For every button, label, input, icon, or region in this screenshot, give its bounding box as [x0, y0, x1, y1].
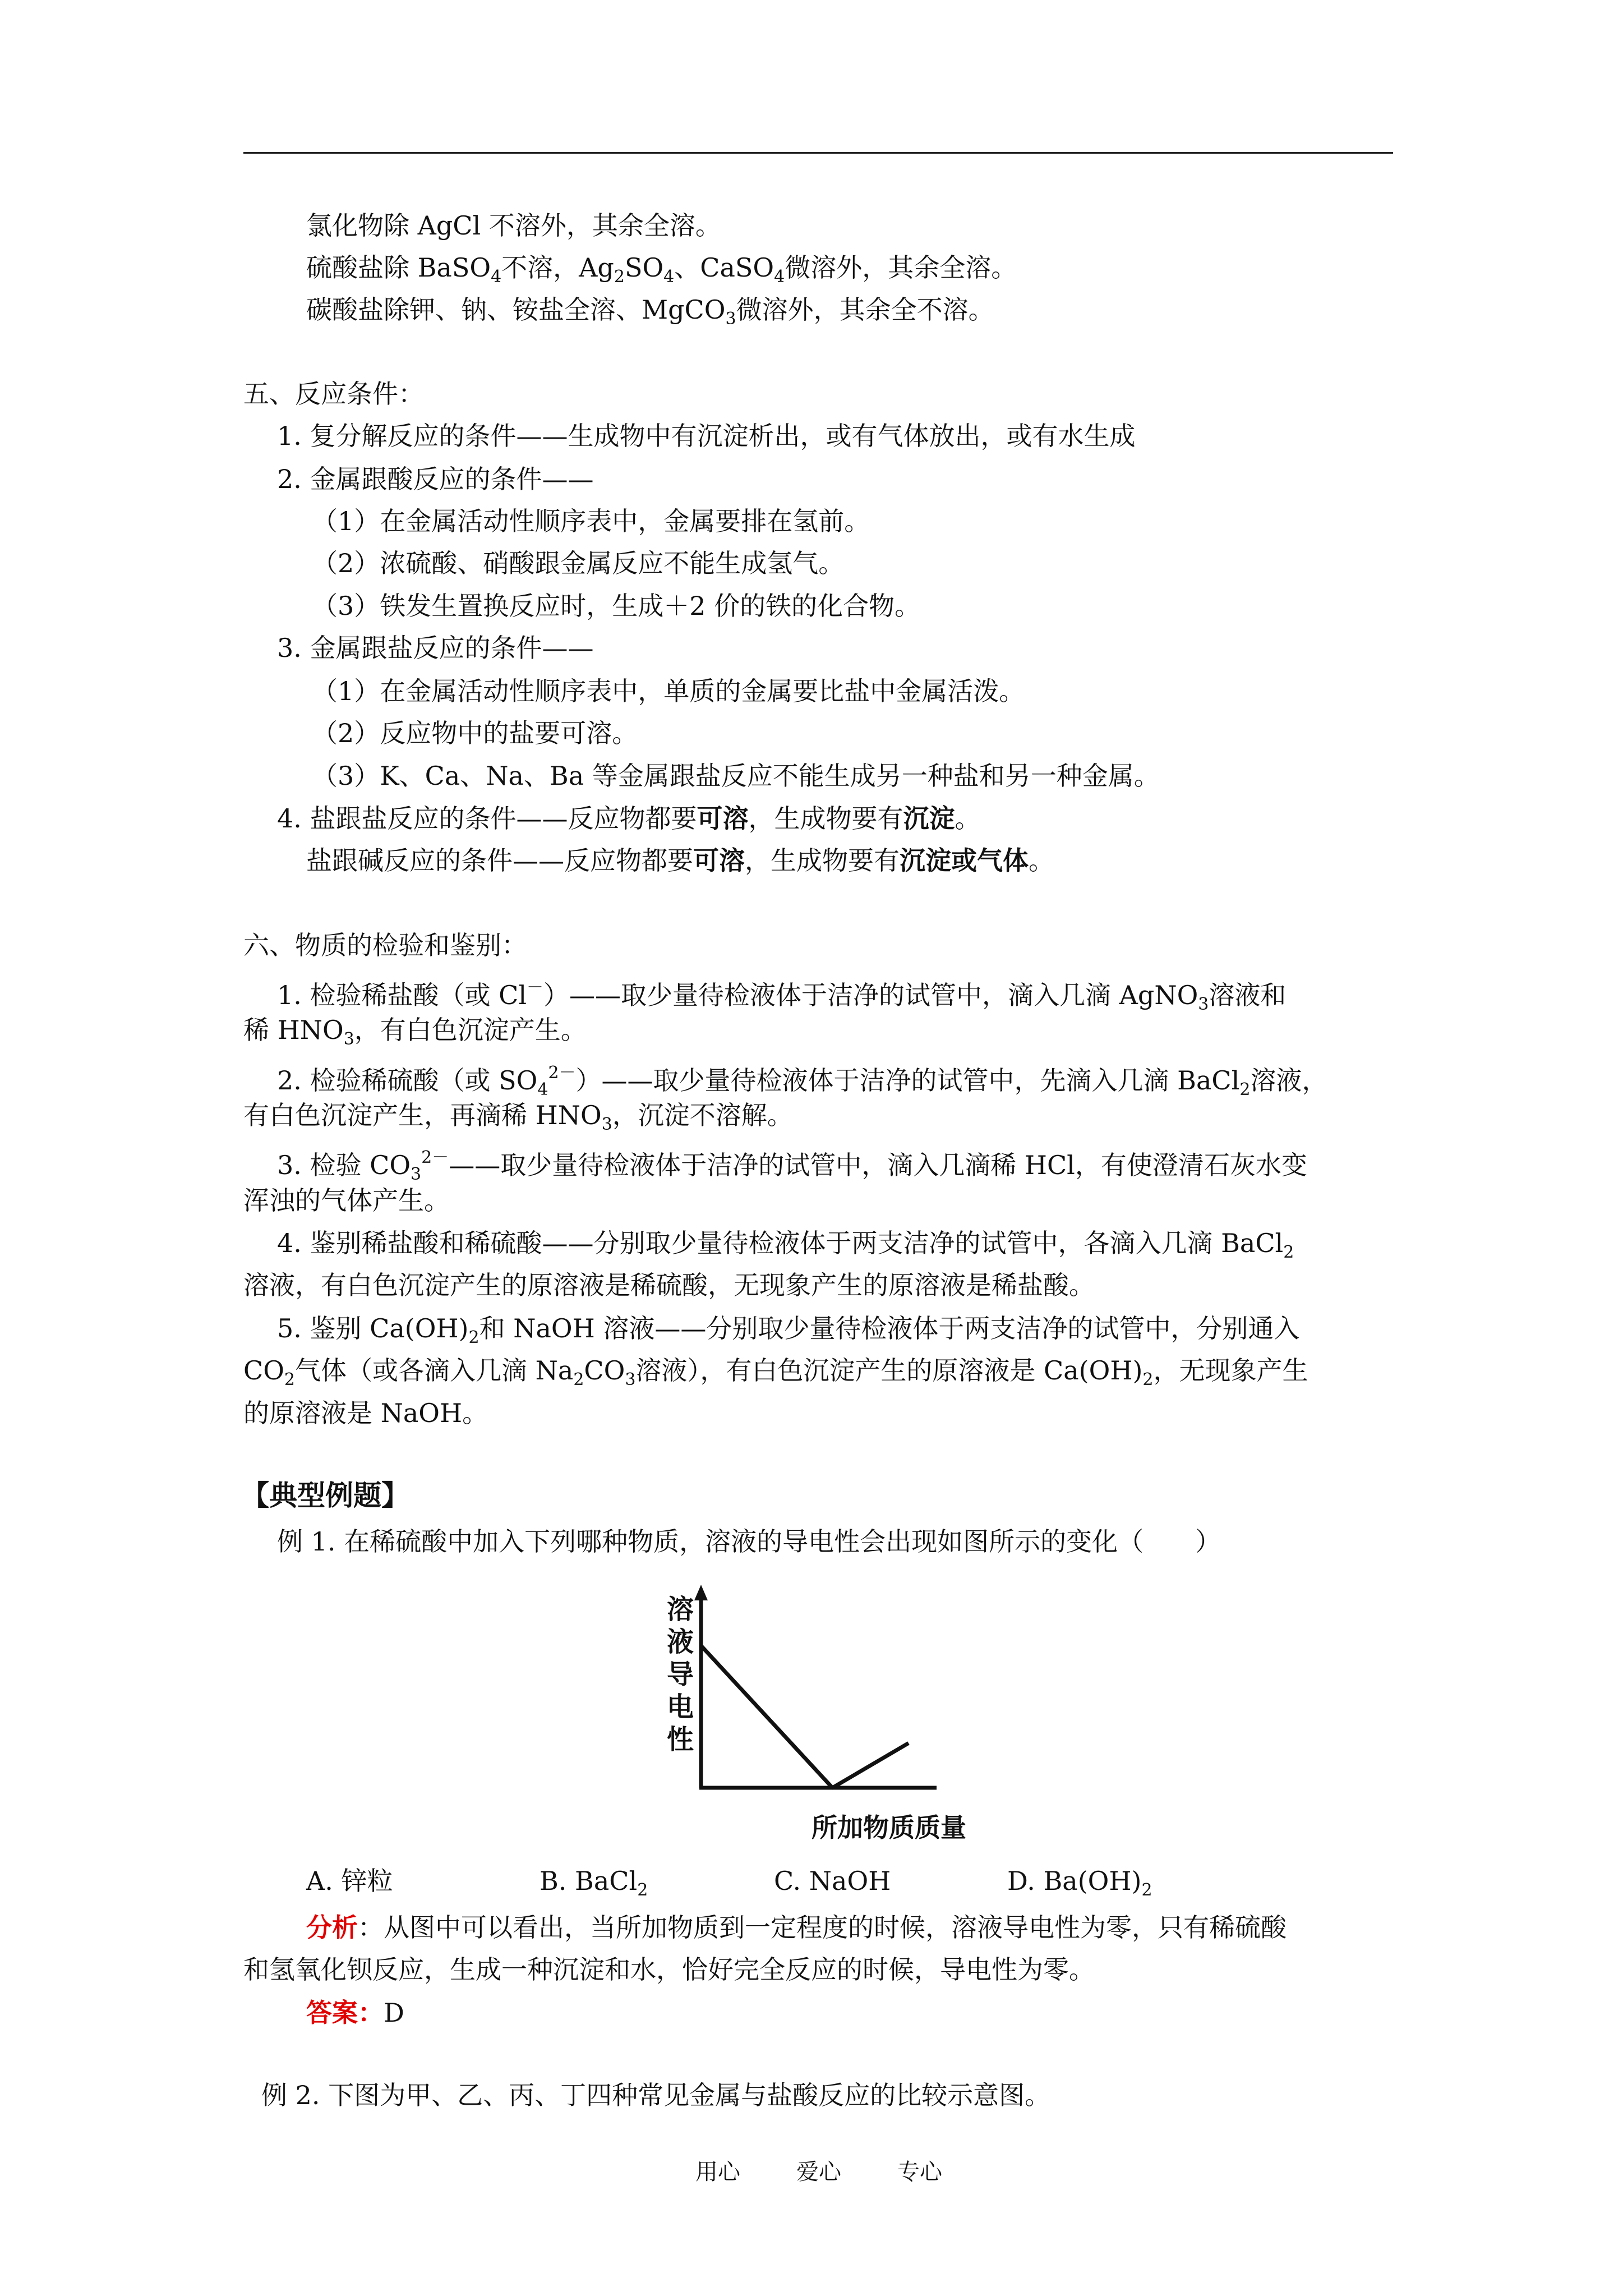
section6-p1-line2 — [243, 1013, 587, 1056]
subscript: 2 — [1141, 1880, 1152, 1900]
footer-word-2: 爱心 — [796, 2159, 841, 2185]
text: 盐跟碱反应的条件——反应物都要 — [306, 845, 693, 876]
text: 碳酸盐除钾、钠、铵盐全溶、MgCO — [306, 295, 726, 325]
section6-p3-line2: 浑浊的气体产生。 — [243, 1185, 450, 1216]
subscript: 3 — [411, 1165, 422, 1184]
chart-ylabel: 溶液导电性 — [666, 1594, 694, 1755]
section6-p2-line2 — [243, 1098, 793, 1142]
section5-item2: 2. 金属跟酸反应的条件—— — [277, 464, 594, 494]
text: ，生成物要有 — [748, 803, 903, 834]
section5-item3: 3. 金属跟盐反应的条件—— — [277, 633, 594, 663]
text: 溶液， — [1250, 1065, 1328, 1096]
chart-y-axis-arrow — [694, 1585, 708, 1600]
section6-title: 六、物质的检验和鉴别： — [243, 930, 527, 960]
text: 和 NaOH 溶液——分别取少量待检液体于两支洁净的试管中，分别通入 — [479, 1313, 1300, 1343]
section5-item3c: （3）K、Ca、Na、Ba 等金属跟盐反应不能生成另一种盐和另一种金属。 — [312, 761, 1160, 791]
subscript: 2 — [284, 1370, 296, 1389]
text: B. BaCl — [540, 1866, 638, 1896]
text: ）——取少量待检液体于洁净的试管中，先滴入几滴 BaCl — [575, 1065, 1240, 1096]
emphasis: 沉淀 — [903, 803, 955, 834]
solubility-carbonate — [306, 293, 994, 336]
text: ）——取少量待检液体于洁净的试管中，滴入几滴 AgNO — [543, 980, 1198, 1010]
section6-p5-line1 — [277, 1312, 1299, 1355]
section5-item2c: （3）铁发生置换反应时，生成＋2 价的铁的化合物。 — [312, 591, 921, 621]
text: 。 — [1029, 845, 1054, 876]
subscript: 3 — [625, 1370, 636, 1389]
option-d — [1007, 1864, 1152, 1907]
text: 。 — [955, 803, 981, 834]
section5-item4 — [277, 802, 981, 835]
example1-question: 例 1. 在稀硫酸中加入下列哪种物质，溶液的导电性会出现如图所示的变化（ ） — [277, 1526, 1221, 1557]
analysis-label: 分析 — [306, 1912, 358, 1943]
text: 气体（或各滴入几滴 Na — [295, 1355, 574, 1386]
option-c: C. NaOH — [774, 1866, 891, 1896]
subscript: 4 — [774, 267, 785, 287]
emphasis: 可溶 — [693, 845, 745, 876]
subscript: 2 — [468, 1328, 479, 1347]
answer-value: D — [384, 1998, 404, 2028]
text: 微溶外，其余全溶。 — [785, 252, 1017, 283]
subscript: 2 — [614, 267, 625, 287]
superscript: － — [527, 978, 544, 997]
section5-item5 — [306, 844, 1054, 877]
subscript: 4 — [537, 1080, 548, 1099]
text: CO — [584, 1355, 625, 1386]
text: ，无现象产生 — [1153, 1355, 1308, 1386]
text: 3. 检验 CO — [277, 1150, 411, 1180]
text: ——取少量待检液体于洁净的试管中，滴入几滴稀 HCl，有使澄清石灰水变 — [449, 1150, 1307, 1180]
header-rule — [243, 152, 1393, 154]
text: 微溶外，其余全不溶。 — [736, 295, 994, 325]
analysis-line1 — [306, 1911, 1287, 1944]
section5-item2a: （1）在金属活动性顺序表中，金属要排在氢前。 — [312, 506, 870, 536]
text: ，有白色沉淀产生。 — [354, 1015, 587, 1045]
answer-line — [306, 1996, 404, 2030]
example2-question: 例 2. 下图为甲、乙、丙、丁四种常见金属与盐酸反应的比较示意图。 — [261, 2080, 1051, 2110]
section5-item3a: （1）在金属活动性顺序表中，单质的金属要比盐中金属活泼。 — [312, 676, 1025, 706]
section6-p5-line2 — [243, 1354, 1308, 1397]
chart-series-line — [701, 1646, 909, 1788]
footer-word-3: 专心 — [897, 2159, 942, 2185]
option-a: A. 锌粒 — [306, 1866, 393, 1896]
superscript: 2－ — [421, 1148, 449, 1167]
text: D. Ba(OH) — [1007, 1866, 1142, 1896]
subscript: 2 — [1142, 1370, 1154, 1389]
text: 、CaSO — [674, 252, 774, 283]
subscript: 2 — [1239, 1080, 1251, 1099]
text: 1. 检验稀盐酸（或 Cl — [277, 980, 527, 1010]
text: 2. 检验稀硫酸（或 SO — [277, 1065, 538, 1096]
section5-item1: 1. 复分解反应的条件——生成物中有沉淀析出，或有气体放出，或有水生成 — [277, 421, 1136, 451]
section6-p5-line3: 的原溶液是 NaOH。 — [243, 1398, 488, 1428]
text: 4. 盐跟盐反应的条件——反应物都要 — [277, 803, 697, 834]
analysis-line2: 和氢氧化钡反应，生成一种沉淀和水，恰好完全反应的时候，导电性为零。 — [243, 1954, 1095, 1985]
text: 不溶，Ag — [501, 252, 614, 283]
subscript: 3 — [725, 309, 736, 329]
text: ，生成物要有 — [745, 845, 900, 876]
subscript: 4 — [491, 267, 502, 287]
text: 4. 鉴别稀盐酸和稀硫酸——分别取少量待检液体于两支洁净的试管中，各滴入几滴 BaCl — [277, 1228, 1284, 1258]
text: 5. 鉴别 Ca(OH) — [277, 1313, 469, 1343]
section6-p4-line2: 溶液，有白色沉淀产生的原溶液是稀硫酸，无现象产生的原溶液是稀盐酸。 — [243, 1270, 1095, 1300]
section5-item2b: （2）浓硫酸、硝酸跟金属反应不能生成氢气。 — [312, 548, 845, 578]
subscript: 2 — [573, 1370, 584, 1389]
text: 稀 HNO — [243, 1015, 344, 1045]
footer-word-1: 用心 — [695, 2159, 740, 2185]
text: ，沉淀不溶解。 — [612, 1100, 793, 1130]
chart-xlabel: 所加物质质量 — [811, 1812, 966, 1843]
examples-heading: 【典型例题】 — [241, 1479, 409, 1512]
subscript: 3 — [1198, 995, 1209, 1014]
text: 氯化物除 AgCl 不溶外，其余全溶。 — [306, 210, 721, 241]
text: 硫酸盐除 BaSO — [306, 252, 491, 283]
emphasis: 沉淀或气体 — [900, 845, 1029, 876]
option-b — [540, 1864, 648, 1907]
text: 溶液），有白色沉淀产生的原溶液是 Ca(OH) — [635, 1355, 1143, 1386]
solubility-chloride — [306, 209, 721, 242]
subscript: 2 — [1283, 1243, 1294, 1262]
subscript: 3 — [601, 1115, 612, 1134]
superscript: 2－ — [548, 1063, 576, 1083]
text: ：从图中可以看出，当所加物质到一定程度的时候，溶液导电性为零，只有稀硫酸 — [358, 1912, 1287, 1943]
section5-item3b: （2）反应物中的盐要可溶。 — [312, 718, 638, 748]
solubility-sulfate — [306, 251, 1017, 294]
answer-label: 答案： — [306, 1998, 384, 2028]
text: 有白色沉淀产生，再滴稀 HNO — [243, 1100, 602, 1130]
subscript: 3 — [343, 1029, 354, 1049]
subscript: 2 — [637, 1880, 648, 1900]
section5-title: 五、反应条件： — [243, 379, 424, 409]
section6-p4-line1 — [277, 1226, 1294, 1269]
subscript: 4 — [663, 267, 675, 287]
text: SO — [624, 252, 664, 283]
emphasis: 可溶 — [697, 803, 749, 834]
text: CO — [243, 1355, 284, 1386]
text: 溶液和 — [1209, 980, 1287, 1010]
